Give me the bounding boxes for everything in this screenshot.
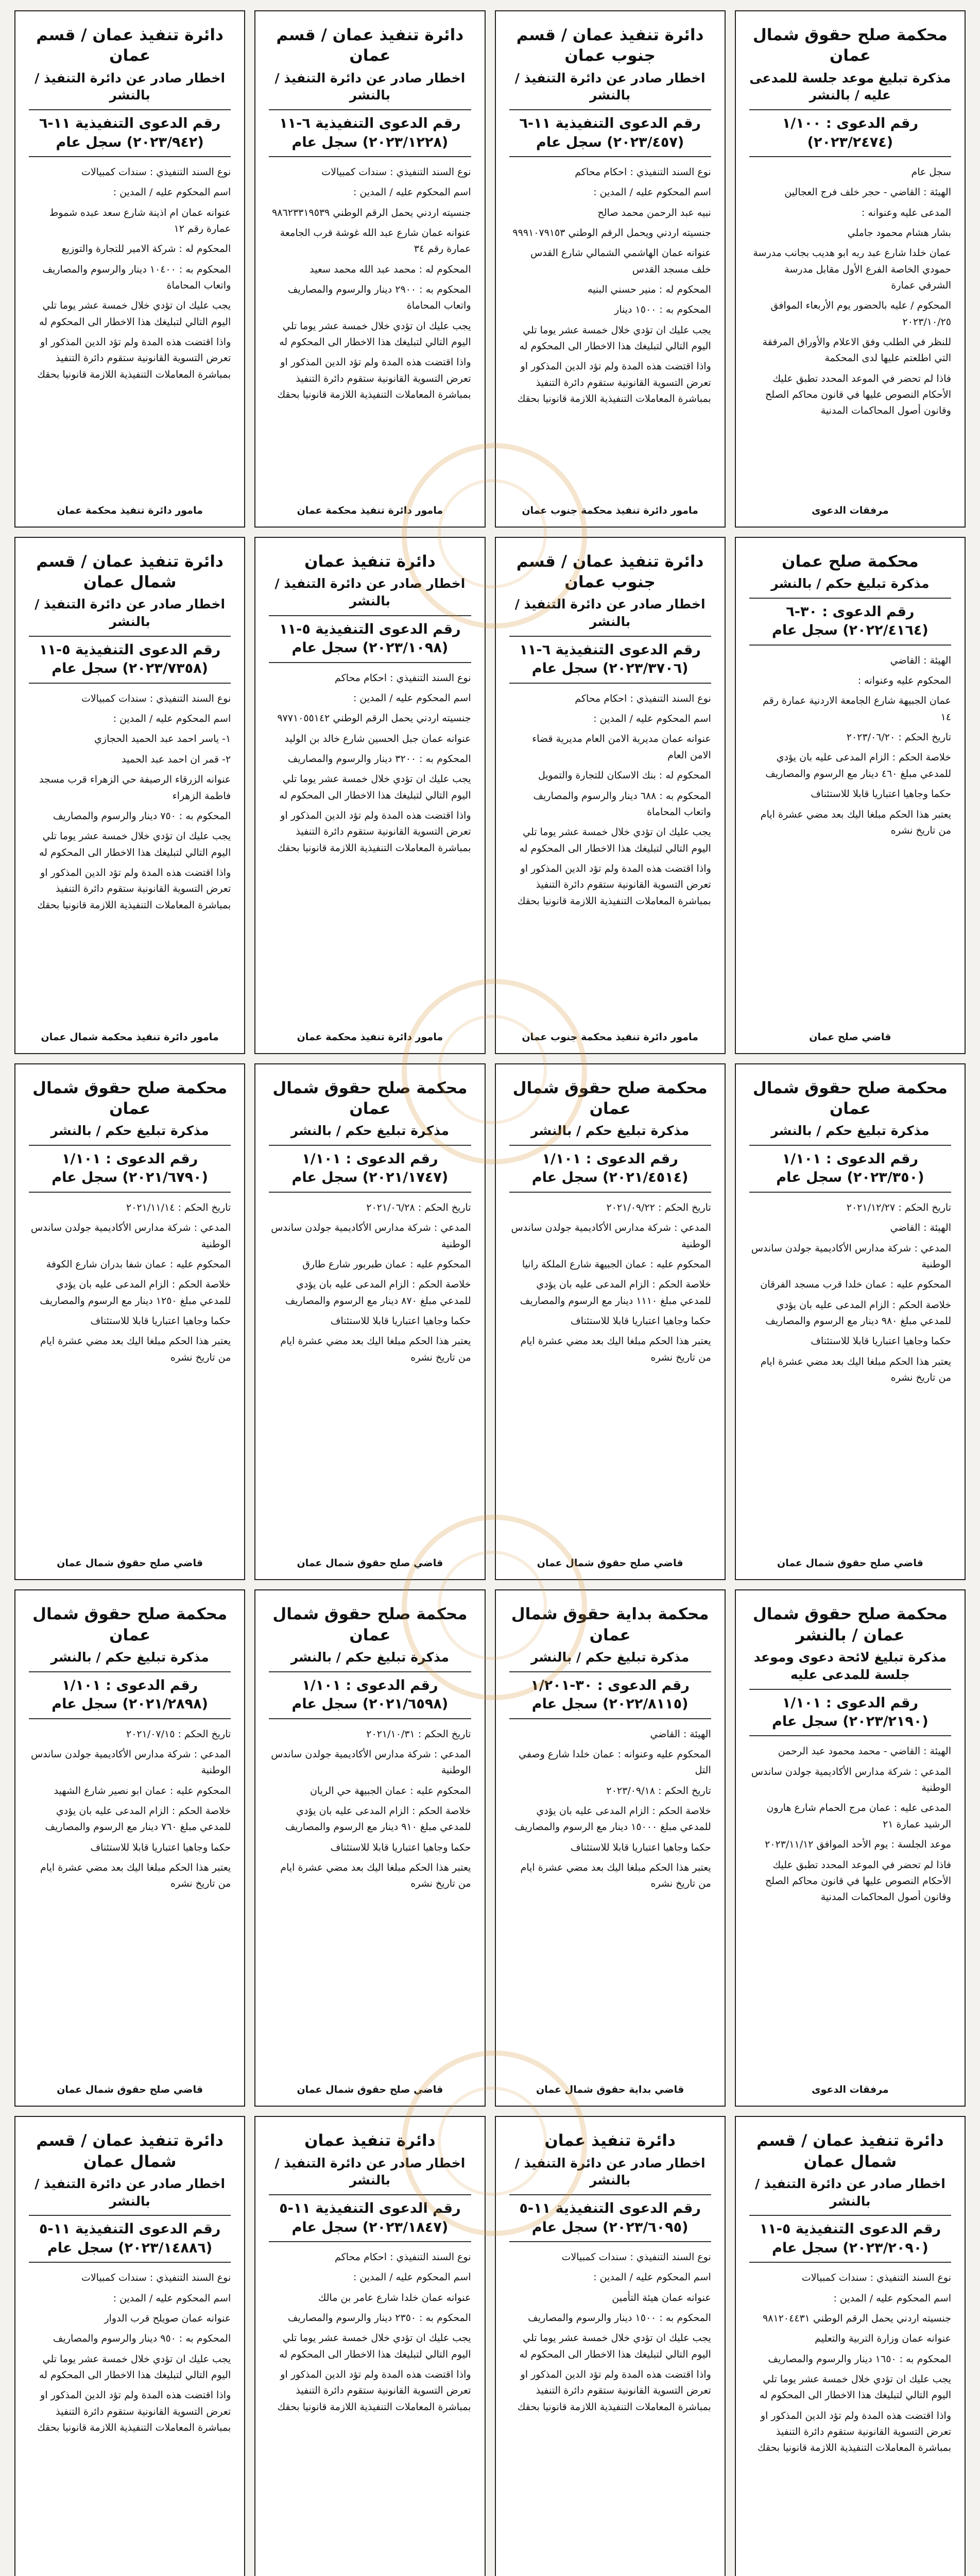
notice-line: خلاصة الحكم : الزام المدعى عليه بان يؤدي للمدعي مبلغ ٩٨٠ دينار مع الرسوم والمصاريف — [765, 1299, 951, 1327]
notice-line: المدعي : شركة مدارس الأكاديمية جولدن ساندس الوطنية — [30, 1749, 231, 1776]
court-notice — [254, 537, 485, 1054]
notice-heading: دائرة تنفيذ عمان / قسم عمان — [276, 26, 464, 65]
notice-footer: مامور دائرة تنفيذ محكمة عمان — [297, 504, 443, 516]
notice-line: المدعي : شركة مدارس الأكاديمية جولدن ساندس الوطنية — [751, 1766, 951, 1794]
notice-line: الهيئة : القاضي - حجر خلف فرج العجالين — [784, 187, 951, 198]
notice-line: الهيئة : القاضي — [890, 1222, 951, 1234]
notice-line: عنوانه عمان خلدا شارع عامر بن مالك — [318, 2292, 471, 2303]
notice-line: تاريخ الحكم : ٢٠٢١/٠٧/١٥ — [126, 1728, 231, 1740]
notice-heading: محكمة صلح حقوق شمال عمان — [512, 1078, 708, 1118]
notice-heading: محكمة صلح عمان — [782, 552, 919, 571]
notice-line: الهيئة : القاضي — [890, 654, 951, 666]
notice-heading: دائرة تنفيذ عمان / قسم جنوب عمان — [516, 552, 704, 592]
case-number: رقم الدعوى : ١/١٠١ (٢٠٢١/١٧٤٧) سجل عام — [269, 1145, 471, 1193]
notice-line: يجب عليك ان تؤدي خلال خمسة عشر يوما تلي اليوم التالي لتبليغك هذا الاخطار الى المحكوم له — [519, 324, 711, 352]
notice-footer: مامور دائرة تنفيذ محكمة شمال عمان — [41, 1031, 219, 1043]
notice-line: عنوانه عمان جبل الحسين شارع خالد بن الوليد — [284, 733, 471, 744]
notice-line: المحكوم عليه : عمان ابو نصير شارع الشهيد — [54, 1785, 231, 1797]
notice-subheading: مذكرة تبليغ حكم / بالنشر — [530, 1650, 690, 1665]
notice-line: المحكوم عليه وعنوانه : عمان خلدا شارع وصفي التل — [518, 1749, 711, 1776]
notice-line: عنوانه عمان شارع عبد الله غوشة قرب الجامعة عمارة رقم ٣٤ — [280, 227, 471, 255]
notice-footer: مامور دائرة تنفيذ محكمة عمان — [297, 1031, 443, 1043]
notice-line: جنسيته اردني يحمل الرقم الوطني ٩٨١٢٠٤٤٣١ — [763, 2312, 951, 2324]
notice-line: المحكوم به : ٢٩٠٠ دينار والرسوم والمصاريف واتعاب المحاماة — [287, 284, 471, 312]
notice-line: نوع السند التنفيذي : احكام محاكم — [575, 166, 711, 178]
notice-line: المدعي : شركة مدارس الأكاديمية جولدن ساندس الوطنية — [271, 1749, 471, 1776]
notice-line: عنوانه عمان الهاشمي الشمالي شارع القدس خلف مسجد القدس — [530, 247, 711, 275]
notice-footer: مامور دائرة تنفيذ محكمة جنوب عمان — [522, 504, 698, 516]
notice-line: نوع السند التنفيذي : احكام محاكم — [575, 692, 711, 704]
notice-line: نوع السند التنفيذي : سندات كمبيالات — [801, 2272, 951, 2284]
notice-line: نوع السند التنفيذي : سندات كمبيالات — [81, 692, 231, 704]
notice-line: يجب عليك ان تؤدي خلال خمسة عشر يوما تلي اليوم التالي لتبليغك هذا الاخطار الى المحكوم له — [39, 2353, 231, 2381]
notice-line: المحكوم به : ٩٥٠ دينار والرسوم والمصاريف — [53, 2333, 231, 2345]
notice-footer: مرفقات الدعوى — [812, 2084, 889, 2096]
court-notice — [495, 1589, 726, 2107]
notice-line: عنوانه الزرقاء الرصيفة حي الزهراء قرب مسجد فاطمة الزهراء — [39, 774, 231, 802]
notice-body — [749, 653, 951, 843]
notice-heading: دائرة تنفيذ عمان / قسم شمال عمان — [757, 2131, 944, 2171]
notice-line: واذا اقتضت هذه المدة ولم تؤد الدين المذكور او تعرض التسوية القانونية ستقوم دائرة التنفيذ بمباشرة المعاملات التنفيذية اللازمة قانونيا بحقك — [517, 361, 711, 405]
case-number: رقم الدعوى : ١/١٠١ (٢٠٢١/٤٥١٤) سجل عام — [509, 1145, 711, 1193]
notice-line: ١- ياسر احمد عبد الحميد الحجازي — [94, 733, 231, 745]
case-number: رقم الدعوى التنفيذية ٦-١١ (٢٠٢٣/٣٧٠٦) سجل عام — [509, 636, 711, 684]
notice-line: واذا اقتضت هذه المدة ولم تؤد الدين المذكور او تعرض التسوية القانونية ستقوم دائرة التنفيذ بمباشرة المعاملات التنفيذية اللازمة قانونيا بحقك — [37, 867, 231, 911]
notice-line: واذا اقتضت هذه المدة ولم تؤد الدين المذكور او تعرض التسوية القانونية ستقوم دائرة التنفيذ بمباشرة المعاملات التنفيذية اللازمة قانونيا بحقك — [277, 2369, 471, 2413]
notice-body — [269, 1200, 471, 1370]
notice-line: واذا اقتضت هذه المدة ولم تؤد الدين المذكور او تعرض التسوية القانونية ستقوم دائرة التنفيذ بمباشرة المعاملات التنفيذية اللازمة قانونيا بحقك — [277, 809, 471, 854]
case-number: رقم الدعوى : ٣٠-٦ (٢٠٢٢/٤١٦٤) سجل عام — [749, 598, 951, 646]
notice-line: نوع السند التنفيذي : سندات كمبيالات — [321, 166, 471, 178]
notice-heading: دائرة تنفيذ عمان / قسم جنوب عمان — [516, 26, 704, 65]
notice-heading: محكمة صلح حقوق شمال عمان — [32, 1078, 228, 1118]
notice-line: المدعى عليه : عمان مرج الحمام شارع هارون الرشيد عمارة ٢١ — [766, 1802, 951, 1830]
case-number: رقم الدعوى : ٣٠-١/٢٠١ (٢٠٢٢/٨١١٥) سجل عام — [509, 1671, 711, 1719]
notice-body — [509, 2249, 711, 2419]
case-number: رقم الدعوى التنفيذية ٥-١١ (٢٠٢٣/١٠٩٨) سجل عام — [269, 615, 471, 663]
notice-line: واذا اقتضت هذه المدة ولم تؤد الدين المذكور او تعرض التسوية القانونية ستقوم دائرة التنفيذ بمباشرة المعاملات التنفيذية اللازمة قانونيا بحقك — [37, 336, 231, 380]
notice-heading: محكمة بداية حقوق شمال عمان — [511, 1605, 709, 1645]
notice-subheading: مذكرة تبليغ حكم / بالنشر — [530, 1123, 690, 1139]
notice-line: المدعي : شركة مدارس الأكاديمية جولدن ساندس الوطنية — [751, 1242, 951, 1270]
notice-body — [29, 1200, 231, 1370]
notice-line: الهيئة : القاضي — [650, 1728, 711, 1740]
notice-footer: مرفقات الدعوى — [812, 504, 889, 516]
notice-line: المحكوم به : ١٠٤٠٠ دينار والرسوم والمصاريف واتعاب المحاماة — [42, 263, 231, 292]
notice-line: سجل عام — [911, 166, 951, 178]
notice-line: يجب عليك ان تؤدي خلال خمسة عشر يوما تلي اليوم التالي لتبليغك هذا الاخطار الى المحكوم له — [519, 826, 711, 854]
court-notice — [254, 1063, 485, 1581]
court-notice — [14, 10, 245, 528]
notice-line: يجب عليك ان تؤدي خلال خمسة عشر يوما تلي اليوم التالي لتبليغك هذا الاخطار الى المحكوم له — [39, 300, 231, 328]
case-number: رقم الدعوى : ١/١٠١ (٢٠٢٣/٢١٩٠) سجل عام — [749, 1689, 951, 1737]
notice-body — [269, 1726, 471, 1896]
notice-footer: مامور دائرة تنفيذ محكمة عمان — [57, 504, 203, 516]
notice-heading: محكمة صلح حقوق شمال عمان / بالنشر — [752, 1605, 948, 1645]
notice-line: تاريخ الحكم : ٢٠٢١/١٢/٢٧ — [846, 1201, 951, 1213]
notice-line: اسم المحكوم عليه / المدين : — [593, 187, 711, 198]
notice-footer: قاضي صلح حقوق شمال عمان — [57, 2084, 203, 2096]
notice-line: خلاصة الحكم : الزام المدعى عليه بان يؤدي للمدعي مبلغ ٤٦٠ دينار مع الرسوم والمصاريف — [765, 752, 951, 779]
notice-footer: قاضي صلح حقوق شمال عمان — [297, 1557, 443, 1569]
notice-line: المدعى عليه وعنوانه : — [861, 207, 951, 218]
notice-line: نوع السند التنفيذي : سندات كمبيالات — [81, 166, 231, 178]
court-notice — [495, 1063, 726, 1581]
notice-line: تاريخ الحكم : ٢٠٢١/١٠/٣١ — [366, 1728, 471, 1740]
court-notice — [14, 2116, 245, 2576]
notice-line: المحكوم له : محمد عبد الله محمد سعيد — [310, 263, 471, 275]
notice-line: عنوانه عمان مديرية الامن العام مديرية قضاء الامن العام — [532, 733, 711, 761]
notice-line: يجب عليك ان تؤدي خلال خمسة عشر يوما تلي اليوم التالي لتبليغك هذا الاخطار الى المحكوم له — [279, 320, 471, 348]
notice-subheading: مذكرة تبليغ حكم / بالنشر — [771, 576, 930, 591]
notice-body — [269, 2249, 471, 2419]
notice-line: المحكوم به : ٢٣٥٠ دينار والرسوم والمصاريف — [287, 2312, 471, 2324]
notice-heading: محكمة صلح حقوق شمال عمان — [272, 1078, 468, 1118]
court-notice — [495, 537, 726, 1054]
notice-line: يعتبر هذا الحكم مبلغا اليك بعد مضي عشرة ايام من تاريخ نشره — [760, 808, 951, 836]
notice-line: يعتبر هذا الحكم مبلغا اليك بعد مضي عشرة ايام من تاريخ نشره — [280, 1862, 471, 1890]
notice-line: نبيه عبد الرحمن محمد صالح — [597, 207, 711, 218]
notice-line: المحكوم عليه : عمان خلدا قرب مسجد الفرقان — [760, 1279, 951, 1291]
notice-line: خلاصة الحكم : الزام المدعى عليه بان يؤدي للمدعي مبلغ ١٢٥٠ دينار مع الرسوم والمصاريف — [40, 1279, 231, 1307]
notice-body — [29, 2270, 231, 2440]
notice-line: المحكوم به : ٣٢٠٠ دينار والرسوم والمصاريف — [287, 753, 471, 765]
court-notice — [495, 10, 726, 528]
notice-line: خلاصة الحكم : الزام المدعى عليه بان يؤدي للمدعي مبلغ ٨٧٠ دينار مع الرسوم والمصاريف — [285, 1279, 471, 1307]
case-number: رقم الدعوى : ١/١٠١ (٢٠٢١/٢٨٩٨) سجل عام — [29, 1671, 231, 1719]
notice-heading: محكمة صلح حقوق شمال عمان — [752, 1078, 948, 1118]
notice-line: يعتبر هذا الحكم مبلغا اليك بعد مضي عشرة ايام من تاريخ نشره — [760, 1355, 951, 1383]
case-number: رقم الدعوى التنفيذية ١١-٦ (٢٠٢٣/٤٥٧) سجل عام — [509, 109, 711, 157]
notice-subheading: مذكرة تبليغ موعد جلسة للمدعى عليه / بالنشر — [749, 70, 951, 103]
notice-body — [509, 1726, 711, 1896]
notice-line: نوع السند التنفيذي : احكام محاكم — [335, 672, 471, 684]
notice-body — [29, 1726, 231, 1896]
notice-line: يعتبر هذا الحكم مبلغا اليك بعد مضي عشرة ايام من تاريخ نشره — [40, 1862, 231, 1890]
notice-line: للنظر في الطلب وفق الاعلام والأوراق المرفقة التي اطلعتم عليها لدى المحكمة — [762, 336, 951, 364]
notice-line: تاريخ الحكم : ٢٠٢١/٠٦/٢٨ — [366, 1201, 471, 1213]
notice-line: تاريخ الحكم : ٢٠٢١/٠٩/٢٢ — [606, 1201, 711, 1213]
notice-subheading: اخطار صادر عن دائرة التنفيذ / بالنشر — [754, 2176, 945, 2209]
notice-line: حكما وجاهيا اعتباريا قابلا للاستئناف — [330, 1841, 471, 1853]
notice-line: تاريخ الحكم : ٢٠٢١/١١/١٤ — [126, 1201, 231, 1213]
court-notice — [14, 1589, 245, 2107]
notice-body — [749, 2270, 951, 2460]
notice-line: المحكوم به : ٦٨٨ دينار والرسوم والمصاريف واتعاب المحاماة — [533, 790, 711, 818]
case-number: رقم الدعوى التنفيذية ٦-١١ (٢٠٢٣/١٢٢٨) سجل عام — [269, 109, 471, 157]
case-number: رقم الدعوى التنفيذية ٥-١١ (٢٠٢٣/٢٠٩٠) سجل عام — [749, 2215, 951, 2263]
notice-heading: محكمة صلح حقوق شمال عمان — [32, 1605, 228, 1645]
notice-footer: قاضي صلح حقوق شمال عمان — [297, 2084, 443, 2096]
notice-line: يجب عليك ان تؤدي خلال خمسة عشر يوما تلي اليوم التالي لتبليغك هذا الاخطار الى المحكوم له — [279, 2332, 471, 2360]
notice-line: تاريخ الحكم : ٢٠٢٣/٠٩/١٨ — [606, 1785, 711, 1797]
notice-line: المحكوم عليه : عمان طبربور شارع طارق — [302, 1258, 471, 1270]
court-notice — [495, 2116, 726, 2576]
notice-line: حكما وجاهيا اعتباريا قابلا للاستئناف — [330, 1315, 471, 1327]
notice-line: المدعي : شركة مدارس الأكاديمية جولدن ساندس الوطنية — [511, 1222, 711, 1250]
notice-line: اسم المحكوم عليه / المدين : — [353, 187, 471, 198]
notice-heading: دائرة تنفيذ عمان / قسم عمان — [36, 26, 223, 65]
notice-body — [269, 164, 471, 407]
notices-grid — [14, 10, 966, 2576]
notice-line: حكما وجاهيا اعتباريا قابلا للاستئناف — [90, 1315, 231, 1327]
notice-line: خلاصة الحكم : الزام المدعى عليه بان يؤدي للمدعي مبلغ ١١١٠ دينار مع الرسوم والمصاريف — [520, 1279, 711, 1307]
notice-line: عمان الجبيهة شارع الجامعة الاردنية عمارة رقم ١٤ — [762, 695, 951, 723]
notice-line: عنوانه عمان صويلح قرب الدوار — [104, 2312, 231, 2324]
court-notice — [735, 537, 966, 1054]
notice-line: عنوانه عمان ام اذينة شارع سعد عبده شموط عمارة رقم ١٢ — [49, 207, 231, 234]
notice-line: المحكوم عليه وعنوانه : — [857, 675, 951, 687]
notice-line: اسم المحكوم عليه / المدين : — [833, 2292, 951, 2304]
notice-line: اسم المحكوم عليه / المدين : — [353, 2272, 471, 2283]
case-number: رقم الدعوى : ١/١٠١ (٢٠٢٣/٣٥٠) سجل عام — [749, 1145, 951, 1193]
notice-line: يجب عليك ان تؤدي خلال خمسة عشر يوما تلي اليوم التالي لتبليغك هذا الاخطار الى المحكوم له — [759, 2374, 951, 2401]
notice-line: المحكوم له : منير حسني البنيه — [587, 284, 711, 296]
notice-line: خلاصة الحكم : الزام المدعى عليه بان يؤدي للمدعي مبلغ ٧٦٠ دينار مع الرسوم والمصاريف — [45, 1805, 231, 1833]
notice-footer: قاضي صلح حقوق شمال عمان — [57, 1557, 203, 1569]
notice-line: خلاصة الحكم : الزام المدعى عليه بان يؤدي للمدعي مبلغ ١٥٠٠٠ دينار مع الرسوم والمصاريف — [514, 1805, 711, 1833]
notice-footer: قاضي صلح حقوق شمال عمان — [537, 1557, 683, 1569]
notice-subheading: اخطار صادر عن دائرة التنفيذ / بالنشر — [514, 2155, 706, 2188]
notice-line: عنوانه عمان وزارة التربية والتعليم — [815, 2333, 951, 2345]
notice-body — [509, 691, 711, 913]
court-notice — [254, 1589, 485, 2107]
notice-body — [509, 1200, 711, 1370]
case-number: رقم الدعوى : ١/١٠١ (٢٠٢١/٦٥٩٨) سجل عام — [269, 1671, 471, 1719]
notice-line: جنسيته اردني ويحمل الرقم الوطني ٩٩٩١٠٧٩١٥٣ — [512, 227, 711, 239]
notice-line: يعتبر هذا الحكم مبلغا اليك بعد مضي عشرة ايام من تاريخ نشره — [520, 1335, 711, 1363]
notice-line: المحكوم به : ١٥٠٠ دينار — [614, 304, 711, 316]
notice-line: جنسيته اردني يحمل الرقم الوطني ٩٧٧١٠٥٥١٤٢ — [277, 713, 471, 724]
notice-line: المحكوم به : ١٥٠٠ دينار والرسوم والمصاريف — [528, 2312, 711, 2324]
notice-subheading: مذكرة تبليغ حكم / بالنشر — [771, 1123, 930, 1139]
notice-line: حكما وجاهيا اعتباريا قابلا للاستئناف — [570, 1841, 711, 1853]
notice-line: بشار هشام محمود جاملي — [847, 227, 951, 239]
notice-line: اسم المحكوم عليه / المدين : — [593, 2272, 711, 2283]
notice-heading: محكمة صلح حقوق شمال عمان — [752, 26, 948, 65]
case-number: رقم الدعوى التنفيذية ٥-١١ (٢٠٢٣/٧٣٥٨) سجل عام — [29, 636, 231, 684]
case-number: رقم الدعوى : ١/١٠٠ (٢٠٢٣/٢٤٧٤) — [749, 109, 951, 157]
notice-line: واذا اقتضت هذه المدة ولم تؤد الدين المذكور او تعرض التسوية القانونية ستقوم دائرة التنفيذ بمباشرة المعاملات التنفيذية اللازمة قانونيا بحقك — [758, 2410, 951, 2454]
notice-subheading: اخطار صادر عن دائرة التنفيذ / بالنشر — [274, 576, 466, 608]
court-notice — [735, 10, 966, 528]
notice-line: واذا اقتضت هذه المدة ولم تؤد الدين المذكور او تعرض التسوية القانونية ستقوم دائرة التنفيذ بمباشرة المعاملات التنفيذية اللازمة قانونيا بحقك — [517, 2369, 711, 2413]
notice-line: يجب عليك ان تؤدي خلال خمسة عشر يوما تلي اليوم التالي لتبليغك هذا الاخطار الى المحكوم له — [519, 2332, 711, 2360]
notice-subheading: مذكرة تبليغ حكم / بالنشر — [290, 1123, 450, 1139]
case-number: رقم الدعوى : ١/١٠١ (٢٠٢١/٦٧٩٠) سجل عام — [29, 1145, 231, 1193]
notice-subheading: اخطار صادر عن دائرة التنفيذ / بالنشر — [274, 70, 466, 103]
case-number: رقم الدعوى التنفيذية ١١-٦ (٢٠٢٣/٩٤٢) سجل عام — [29, 109, 231, 157]
notice-line: فاذا لم تحضر في الموعد المحدد تطبق عليك الأحكام النصوص عليها في قانون محاكم الصلح وقانون أصول المحاكمات المدنية — [765, 372, 951, 417]
notice-line: المدعي : شركة مدارس الأكاديمية جولدن ساندس الوطنية — [271, 1222, 471, 1250]
notice-footer: قاضي بداية حقوق شمال عمان — [536, 2084, 684, 2096]
notice-line: المحكوم / عليه بالحضور يوم الأربعاء الموافق ٢٠٢٣/١٠/٢٥ — [770, 300, 951, 328]
notice-body — [749, 1200, 951, 1390]
notice-subheading: مذكرة تبليغ لائحة دعوى وموعد جلسة للمدعى عليه — [753, 1650, 947, 1682]
court-notice — [735, 1589, 966, 2107]
notice-subheading: مذكرة تبليغ حكم / بالنشر — [50, 1650, 209, 1665]
court-notice — [14, 537, 245, 1054]
court-notice — [735, 1063, 966, 1581]
notice-line: واذا اقتضت هذه المدة ولم تؤد الدين المذكور او تعرض التسوية القانونية ستقوم دائرة التنفيذ بمباشرة المعاملات التنفيذية اللازمة قانونيا بحقك — [277, 357, 471, 401]
notice-body — [749, 164, 951, 423]
notice-heading: دائرة تنفيذ عمان — [304, 552, 436, 571]
court-notice — [14, 1063, 245, 1581]
notice-line: فاذا لم تحضر في الموعد المحدد تطبق عليك الأحكام النصوص عليها في قانون محاكم الصلح وقانون أصول المحاكمات المدنية — [765, 1859, 951, 1903]
notice-subheading: اخطار صادر عن دائرة التنفيذ / بالنشر — [514, 597, 706, 630]
notice-line: خلاصة الحكم : الزام المدعى عليه بان يؤدي للمدعي مبلغ ٩١٠ دينار مع الرسوم والمصاريف — [285, 1805, 471, 1833]
notice-subheading: مذكرة تبليغ حكم / بالنشر — [50, 1123, 209, 1139]
notice-line: يعتبر هذا الحكم مبلغا اليك بعد مضي عشرة ايام من تاريخ نشره — [520, 1862, 711, 1890]
notice-line: المحكوم عليه : عمان شفا بدران شارع الكوفة — [46, 1258, 231, 1270]
court-notice — [254, 2116, 485, 2576]
notice-line: المحكوم له : شركة الامير للتجارة والتوزيع — [61, 243, 231, 255]
notice-line: عنوانه عمان هيئة التأمين — [612, 2292, 711, 2303]
notice-line: اسم المحكوم عليه / المدين : — [113, 2292, 231, 2304]
notice-line: اسم المحكوم عليه / المدين : — [113, 187, 231, 198]
notice-line: يجب عليك ان تؤدي خلال خمسة عشر يوما تلي اليوم التالي لتبليغك هذا الاخطار الى المحكوم له — [279, 773, 471, 801]
notice-line: المحكوم به : ٧٥٠ دينار والرسوم والمصاريف — [53, 810, 231, 822]
notice-subheading: اخطار صادر عن دائرة التنفيذ / بالنشر — [35, 597, 226, 630]
court-notice — [254, 10, 485, 528]
notice-line: المحكوم عليه : عمان الجبيهة شارع الملكة رانيا — [522, 1258, 711, 1270]
notice-subheading: اخطار صادر عن دائرة التنفيذ / بالنشر — [35, 2176, 226, 2209]
notice-line: واذا اقتضت هذه المدة ولم تؤد الدين المذكور او تعرض التسوية القانونية ستقوم دائرة التنفيذ بمباشرة المعاملات التنفيذية اللازمة قانونيا بحقك — [517, 862, 711, 907]
notice-footer: مامور دائرة تنفيذ محكمة جنوب عمان — [522, 1031, 698, 1043]
notice-line: يعتبر هذا الحكم مبلغا اليك بعد مضي عشرة ايام من تاريخ نشره — [40, 1335, 231, 1363]
case-number: رقم الدعوى التنفيذية ١١-٥ (٢٠٢٣/١٤٨٨٦) سجل عام — [29, 2215, 231, 2263]
notice-line: حكما وجاهيا اعتباريا قابلا للاستئناف — [811, 788, 951, 800]
notice-line: اسم المحكوم عليه / المدين : — [113, 713, 231, 725]
notice-line: يعتبر هذا الحكم مبلغا اليك بعد مضي عشرة ايام من تاريخ نشره — [280, 1335, 471, 1363]
court-notice — [735, 2116, 966, 2576]
notice-body — [269, 670, 471, 860]
notice-line: واذا اقتضت هذه المدة ولم تؤد الدين المذكور او تعرض التسوية القانونية ستقوم دائرة التنفيذ بمباشرة المعاملات التنفيذية اللازمة قانونيا بحقك — [37, 2389, 231, 2434]
notice-line: نوع السند التنفيذي : احكام محاكم — [335, 2251, 471, 2263]
notice-line: ٢- قمر ان احمد عبد الحميد — [122, 753, 231, 765]
notice-body — [509, 164, 711, 411]
notice-body — [749, 1743, 951, 1909]
notice-line: المحكوم له : بنك الاسكان للتجارة والتمويل — [538, 770, 711, 782]
notice-heading: دائرة تنفيذ عمان — [544, 2131, 676, 2150]
notice-line: يجب عليك ان تؤدي خلال خمسة عشر يوما تلي اليوم التالي لتبليغك هذا الاخطار الى المحكوم له — [39, 831, 231, 858]
notice-line: اسم المحكوم عليه / المدين : — [593, 713, 711, 725]
notice-subheading: اخطار صادر عن دائرة التنفيذ / بالنشر — [514, 70, 706, 103]
notice-line: المحكوم به : ١٦٥٠ دينار والرسوم والمصاريف — [768, 2353, 951, 2365]
case-number: رقم الدعوى التنفيذية ١١-٥ (٢٠٢٣/٦٠٩٥) سجل عام — [509, 2194, 711, 2242]
notice-line: حكما وجاهيا اعتباريا قابلا للاستئناف — [570, 1315, 711, 1327]
notice-footer: قاضي صلح عمان — [809, 1031, 891, 1043]
notice-footer: قاضي صلح حقوق شمال عمان — [777, 1557, 923, 1569]
notice-heading: دائرة تنفيذ عمان / قسم شمال عمان — [36, 552, 223, 592]
notice-line: المدعي : شركة مدارس الأكاديمية جولدن ساندس الوطنية — [30, 1222, 231, 1250]
notice-line: الهيئة : القاضي - محمد محمود عبد الرحمن — [778, 1745, 951, 1757]
notice-heading: دائرة تنفيذ عمان / قسم شمال عمان — [36, 2131, 223, 2171]
notice-line: حكما وجاهيا اعتباريا قابلا للاستئناف — [811, 1335, 951, 1347]
notice-line: عمان خلدا شارع عبد ربه ابو هديب بجانب مدرسة حمودي الخاصة الفرع الأول مقابل مدرسة الشرقي عمارة — [753, 247, 951, 292]
notice-heading: دائرة تنفيذ عمان — [304, 2131, 436, 2150]
notice-subheading: اخطار صادر عن دائرة التنفيذ / بالنشر — [274, 2155, 466, 2188]
notice-line: جنسيته اردني يحمل الرقم الوطني ٩٨٦٢٣٣١٩٥٣٩ — [272, 207, 471, 218]
case-number: رقم الدعوى التنفيذية ١١-٥ (٢٠٢٣/١٨٤٧) سجل عام — [269, 2194, 471, 2242]
notice-body — [29, 164, 231, 387]
notice-line: اسم المحكوم عليه / المدين : — [353, 692, 471, 704]
notice-line: نوع السند التنفيذي : سندات كمبيالات — [81, 2272, 231, 2284]
notice-subheading: مذكرة تبليغ حكم / بالنشر — [290, 1650, 450, 1665]
notice-line: موعد الجلسة : يوم الأحد الموافق ٢٠٢٣/١١/١٢ — [765, 1839, 951, 1851]
notice-heading: محكمة صلح حقوق شمال عمان — [272, 1605, 468, 1645]
notice-line: تاريخ الحكم : ٢٠٢٣/٠٦/٢٠ — [846, 732, 951, 743]
notice-subheading: اخطار صادر عن دائرة التنفيذ / بالنشر — [35, 70, 226, 103]
notice-line: حكما وجاهيا اعتباريا قابلا للاستئناف — [90, 1841, 231, 1853]
notice-body — [29, 691, 231, 918]
notice-line: المحكوم عليه : عمان الجبيهة حي الريان — [310, 1785, 471, 1797]
notice-line: نوع السند التنفيذي : سندات كمبيالات — [561, 2251, 711, 2263]
